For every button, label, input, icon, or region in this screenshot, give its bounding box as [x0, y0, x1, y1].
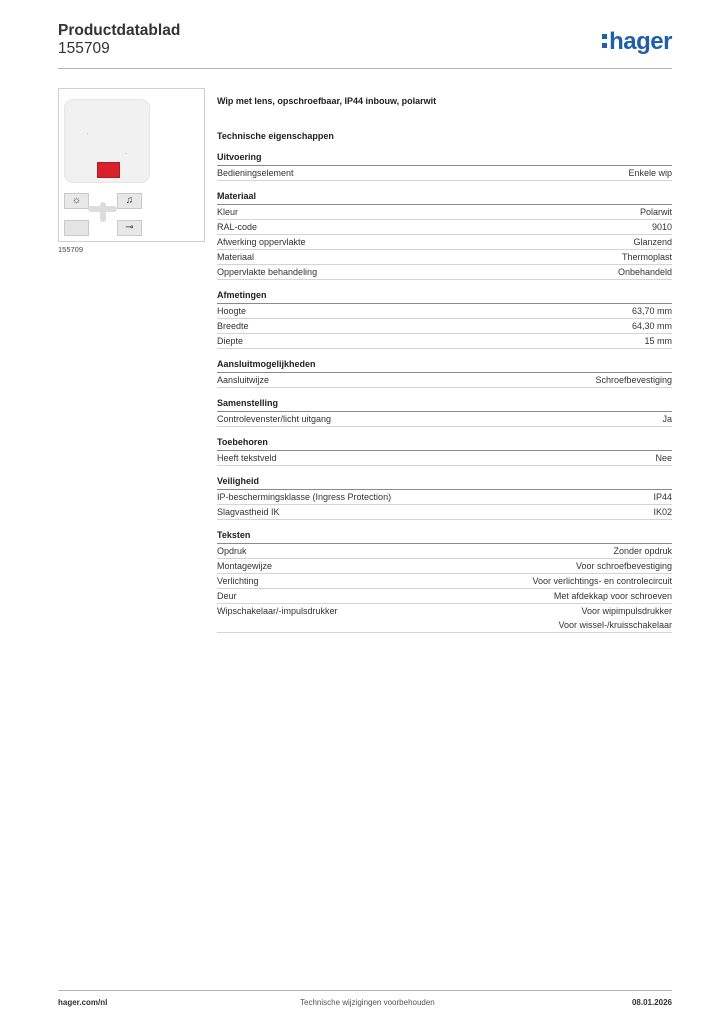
spec-value-line: Enkele wip [628, 168, 672, 178]
spec-value-line: Voor wipimpulsdrukker [581, 606, 672, 616]
spec-value [655, 451, 672, 465]
spec-row [217, 250, 672, 265]
spec-value-line: Voor wissel-/kruisschakelaar [558, 620, 672, 630]
lamp-icon: ☼ [64, 193, 89, 209]
product-image-caption: 155709 [58, 245, 84, 254]
spec-group [217, 151, 672, 181]
spec-value-line: 15 mm [644, 336, 672, 346]
spec-value-line: Schroefbevestiging [595, 375, 672, 385]
spec-row [217, 304, 672, 319]
spec-row [217, 604, 672, 633]
key-icon: ⊸ [117, 220, 142, 236]
logo-dots-icon [602, 32, 608, 50]
spec-value [558, 604, 672, 632]
spec-label: Heeft tekstveld [217, 453, 277, 463]
spec-label: Bedieningselement [217, 168, 294, 178]
spec-group [217, 289, 672, 349]
spec-label: Wipschakelaar/-impulsdrukker [217, 606, 338, 616]
section-title: Technische eigenschappen [217, 131, 334, 141]
spec-value [618, 265, 672, 279]
footer-date: 08.01.2026 [631, 998, 672, 1007]
spec-label: Hoogte [217, 306, 247, 316]
spec-value [632, 304, 672, 318]
spec-value-line: Ja [662, 414, 672, 424]
spec-label: Materiaal [217, 252, 255, 262]
spec-label: Opdruk [217, 546, 247, 556]
spec-group [217, 190, 672, 280]
spec-label: Diepte [217, 336, 244, 346]
spec-value [662, 412, 672, 426]
spec-value [652, 220, 672, 234]
footer-notice: Technische wijzigingen voorbehouden [300, 998, 435, 1007]
bell-icon: ♫ [117, 193, 142, 209]
spec-group-title: Uitvoering [217, 151, 672, 166]
spec-label: Controlevenster/licht uitgang [217, 414, 332, 424]
spec-value [640, 205, 672, 219]
spec-row [217, 505, 672, 520]
spec-row [217, 559, 672, 574]
spec-groups [217, 151, 672, 633]
footer-divider [58, 990, 672, 991]
spec-row [217, 451, 672, 466]
spec-group-title: Teksten [217, 529, 672, 544]
spec-value-line: Voor schroefbevestiging [575, 561, 672, 571]
spec-group [217, 436, 672, 466]
spec-value [613, 544, 672, 558]
spec-group-title: Materiaal [217, 190, 672, 205]
spec-value [632, 319, 672, 333]
footer-website: hager.com/nl [58, 998, 108, 1007]
spec-label: Aansluitwijze [217, 375, 270, 385]
spec-value [633, 235, 672, 249]
spec-value [653, 505, 672, 519]
red-lens-icon [97, 162, 120, 178]
spec-value [595, 373, 672, 387]
spec-group-title: Toebehoren [217, 436, 672, 451]
spec-group-title: Samenstelling [217, 397, 672, 412]
spec-value [554, 589, 672, 603]
spec-value [644, 334, 672, 348]
spec-group-title: Aansluitmogelijkheden [217, 358, 672, 373]
rocker-mark-icon: · [124, 149, 127, 158]
switch-plate-image [64, 99, 150, 183]
spec-value-line: Glanzend [633, 237, 672, 247]
spec-row [217, 220, 672, 235]
spec-value [622, 250, 672, 264]
spec-group [217, 475, 672, 520]
logo-text: hager [609, 28, 672, 55]
spec-group [217, 397, 672, 427]
spec-value [628, 166, 672, 180]
spec-label: RAL-code [217, 222, 258, 232]
spec-value-line: Onbehandeld [617, 267, 672, 277]
blank-label-icon [64, 220, 89, 236]
spec-value-line: Met afdekkap voor schroeven [553, 591, 672, 601]
spec-value-line: 9010 [651, 222, 672, 232]
spec-row [217, 373, 672, 388]
product-image [58, 88, 205, 242]
spec-row [217, 265, 672, 280]
spec-row [217, 574, 672, 589]
spec-label: Montagewijze [217, 561, 273, 571]
spec-label: Deur [217, 591, 237, 601]
spec-value-line: 64,30 mm [631, 321, 672, 331]
document-title: Productdatablad [58, 22, 181, 39]
spec-row [217, 544, 672, 559]
spec-value [653, 490, 672, 504]
page-header [58, 22, 672, 70]
spec-label: Slagvastheid IK [217, 507, 280, 517]
rocker-mark-icon: · [86, 129, 89, 138]
spec-value-line: Thermoplast [621, 252, 672, 262]
spec-row [217, 319, 672, 334]
spec-group [217, 529, 672, 633]
spec-row [217, 166, 672, 181]
spec-row [217, 412, 672, 427]
spec-value-line: Polarwit [639, 207, 672, 217]
spec-group-title: Veiligheid [217, 475, 672, 490]
spec-label: Breedte [217, 321, 249, 331]
spec-label: Oppervlakte behandeling [217, 267, 318, 277]
spec-value [576, 559, 672, 573]
spec-value-line: IK02 [653, 507, 672, 517]
spec-group [217, 358, 672, 388]
spec-row [217, 334, 672, 349]
spec-row [217, 205, 672, 220]
spec-label: Kleur [217, 207, 239, 217]
spec-group-title: Afmetingen [217, 289, 672, 304]
spec-row [217, 235, 672, 250]
spec-value-line: Voor verlichtings- en controlecircuit [532, 576, 672, 586]
spec-value [532, 574, 672, 588]
spec-row [217, 490, 672, 505]
spec-value-line: IP44 [653, 492, 672, 502]
spec-value-line: Nee [655, 453, 672, 463]
product-specifications [217, 96, 672, 642]
connector-graphic [100, 202, 106, 222]
hager-logo [602, 28, 672, 56]
spec-row [217, 589, 672, 604]
spec-label: IP-beschermingsklasse (Ingress Protection) [217, 492, 392, 502]
spec-value-line: 63,70 mm [631, 306, 672, 316]
spec-value-line: Zonder opdruk [613, 546, 672, 556]
product-description: Wip met lens, opschroefbaar, IP44 inbouw, polarwit [217, 96, 437, 106]
document-number: 155709 [58, 40, 110, 57]
spec-label: Verlichting [217, 576, 259, 586]
spec-label: Afwerking oppervlakte [217, 237, 306, 247]
header-divider [58, 68, 672, 69]
